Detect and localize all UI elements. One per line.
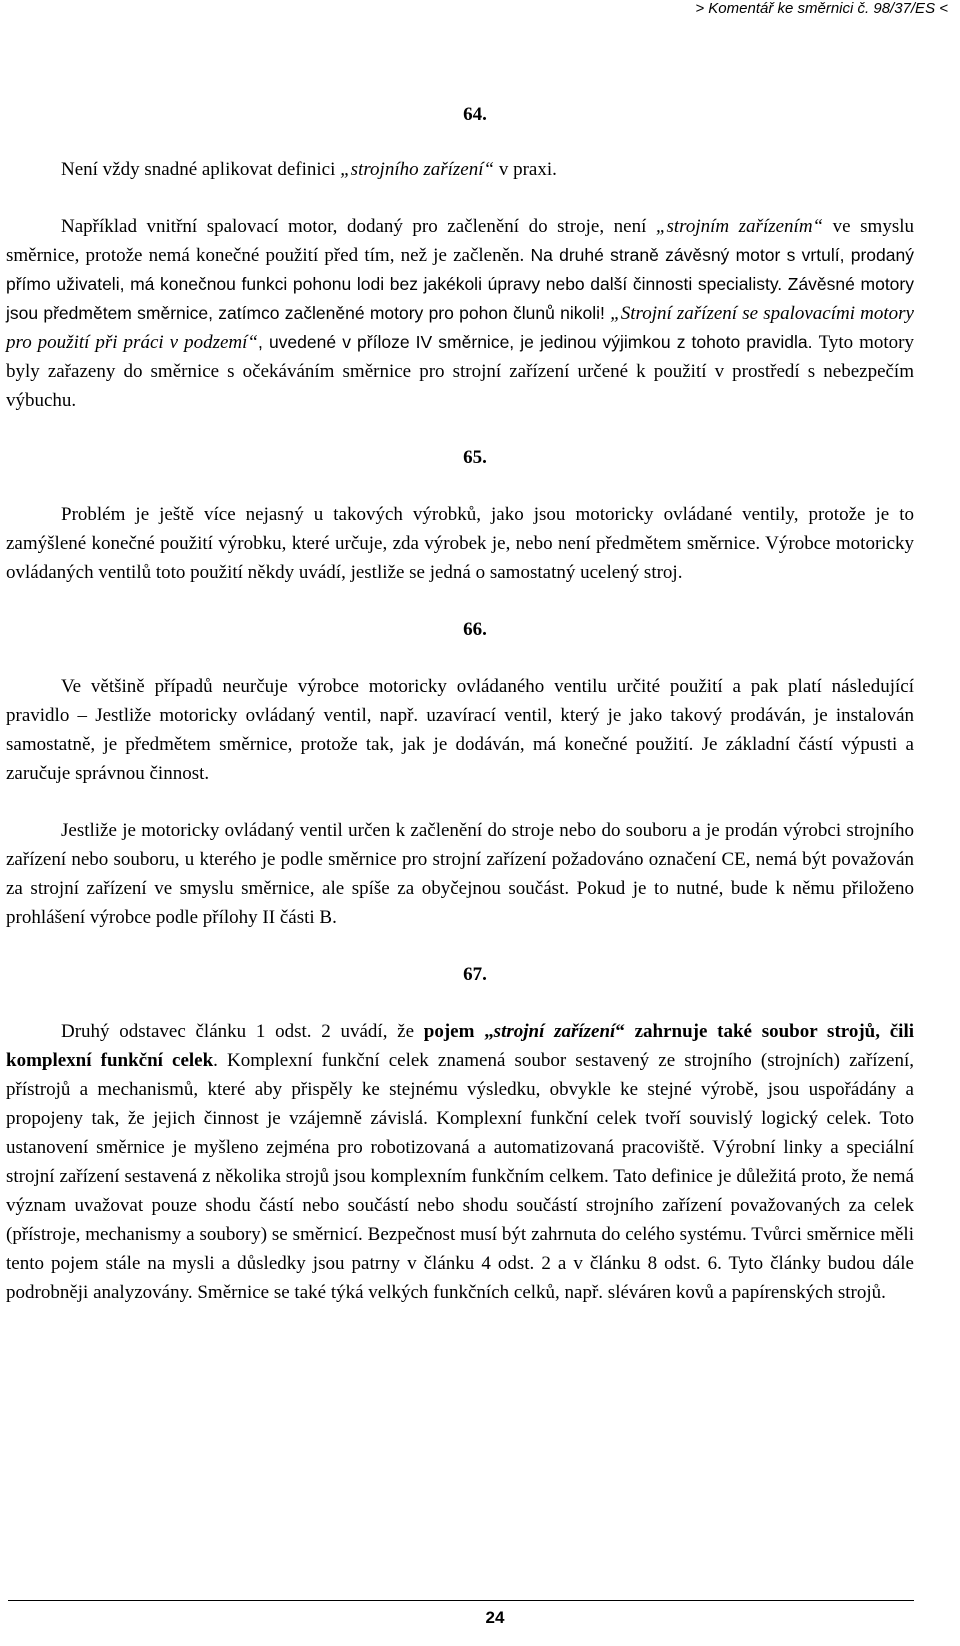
text-run: Druhý odstavec článku 1 odst. 2 uvádí, že xyxy=(61,1021,424,1042)
document-body xyxy=(6,100,914,1307)
text-run: Není vždy snadné aplikovat definici xyxy=(61,159,341,180)
paragraph-67-1 xyxy=(6,1017,914,1307)
page-number: 24 xyxy=(485,1608,505,1627)
section-number-65: 65. xyxy=(463,447,487,468)
bold-text: “ zahrnuje také soubor strojů, čili komplexní funkční celek xyxy=(6,1021,915,1071)
bold-text: pojem „ xyxy=(423,1021,494,1042)
text-run: ve smyslu směrnice, protože nemá konečné použití před tím, než je začleněn. xyxy=(6,216,915,266)
section-number-66: 66. xyxy=(463,619,487,640)
italic-term: „strojního zařízení“ xyxy=(340,159,495,180)
text-run: . Komplexní funkční celek znamená soubor sestavený ze strojního (strojních) zařízení, přístrojů a mechanismů, které aby přispěly ke stejnému výsledku, obvykle ke stejné výrobě, jsou uspořádány a propojeny tak, že jejich činnost je vzájemně závislá. Komplexní funkční celek tvoří souvislý logický celek. Toto ustanovení směrnice je myšleno zejména pro robotizovaná a automatizovaná pracoviště. Výrobní linky a speciální strojní zařízení sestavená z několika strojů jsou komplexním funkčním celkem. Tato definice je důležitá proto, že nemá význam uvažovat pouze shodu částí nebo součástí nebo shodu součástí strojního zařízení považovaných za celek (přístroje, mechanismy a soubory) se směrnicí. Bezpečnost musí být zahrnuta do celého systému. Tvůrci směrnice měli tento pojem stále na mysli a důsledky jsou patrny v článku 4 odst. 2 a v článku 8 odst. 6. Tyto články budou dále podrobněji analyzovány. Směrnice se také týká velkých funkčních celků, např. sléváren kovů a papírenských strojů. xyxy=(6,1050,914,1303)
text-run: v praxi. xyxy=(494,159,557,180)
text-run: Například vnitřní spalovací motor, dodaný pro začlenění do stroje, není xyxy=(61,216,656,237)
paragraph-66-1: Ve většině případů neurčuje výrobce motoricky ovládaného ventilu určité použití a pak platí následující pravidlo – Jestliže motoricky ovládaný ventil, např. uzavírací ventil, který je jako takový prodáván, je instalován samostatně, je předmětem směrnice, protože tak, jak je dodáván, má konečné použití. Je základní částí výpusti a zaručuje správnou činnost. xyxy=(6,676,914,784)
section-number-67: 67. xyxy=(463,964,487,985)
sans-text-run: Na druhé straně závěsný motor s vrtulí, prodaný přímo uživateli, má konečnou funkci pohonu lodi bez jakékoli úpravy nebo další činnosti specialisty. Závěsné motory jsou předmětem směrnice, zatímco začleněné motory pro pohon člunů nikoli! xyxy=(6,245,914,323)
running-header: > Komentář ke směrnici č. 98/37/ES < xyxy=(695,0,948,17)
footer-divider xyxy=(8,1600,914,1601)
paragraph-65-1: Problém je ještě více nejasný u takových výrobků, jako jsou motoricky ovládané ventily, protože je to zamýšlené konečné použití výrobku, které určuje, zda výrobek je, nebo není předmětem směrnice. Výrobce motoricky ovládaných ventilů toto použití někdy uvádí, jestliže se jedná o samostatný ucelený stroj. xyxy=(6,504,914,583)
sans-text-run: , uvedené v příloze IV směrnice, je jedinou výjimkou z tohoto pravidla. xyxy=(257,332,819,352)
bold-italic-term: strojní zařízení xyxy=(493,1021,616,1042)
italic-term: „strojním zařízením“ xyxy=(655,216,824,237)
section-number-64: 64. xyxy=(463,104,487,125)
italic-term: „Strojní zařízení se spalovacími motory pro použití při práci v podzemí“ xyxy=(6,303,914,353)
paragraph-64-2 xyxy=(6,212,914,415)
paragraph-64-1 xyxy=(6,155,914,184)
paragraph-66-2: Jestliže je motoricky ovládaný ventil určen k začlenění do stroje nebo do souboru a je prodán výrobci strojního zařízení nebo souboru, u kterého je podle směrnice pro strojní zařízení požadováno označení CE, nemá být považován za strojní zařízení ve smyslu směrnice, ale spíše za obyčejnou součást. Pokud je to nutné, bude k němu přiloženo prohlášení výrobce podle přílohy II části B. xyxy=(6,820,914,928)
text-run: Tyto motory byly zařazeny do směrnice s očekáváním směrnice pro strojní zařízení určené k použití v prostředí s nebezpečím výbuchu. xyxy=(6,332,914,411)
